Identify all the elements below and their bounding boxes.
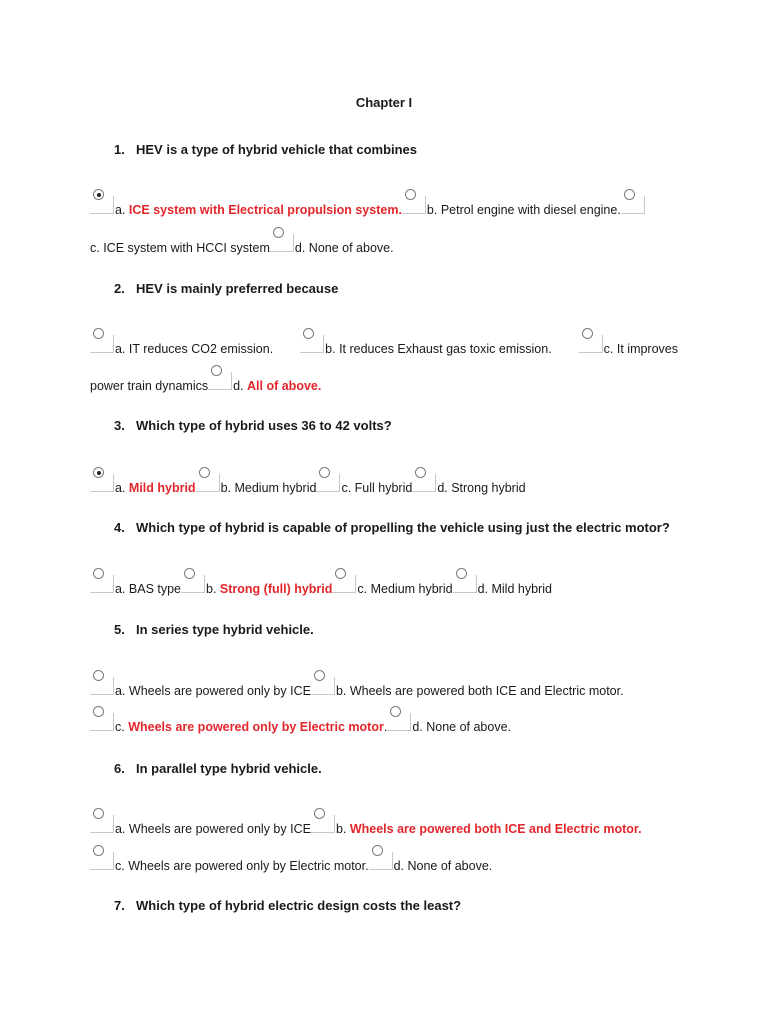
q4-radio-c[interactable] [332,575,356,593]
question-3 [114,418,392,433]
q2-radio-d[interactable] [208,372,232,390]
q6-radio-c[interactable] [90,852,114,870]
question-5 [114,622,314,637]
question-number: 1. [114,142,125,157]
q2-options-line-1 [90,335,678,356]
q2-answer-d: All of above. [247,379,322,393]
q1-radio-d[interactable] [270,234,294,252]
q6-radio-b[interactable] [311,815,335,833]
q3-radio-d[interactable] [412,474,436,492]
question-number: 7. [114,898,125,913]
q5-option-a: a. Wheels are powered only by ICE [115,684,311,698]
q1-option-d: d. None of above. [294,241,394,255]
q4-option-a: a. BAS type [115,582,182,596]
question-2 [114,281,338,296]
q1-option-b: b. Petrol engine with diesel engine. [426,203,621,217]
q4-options-line: a. BAS type b. Strong (full) hybrid c. Medium hybrid d. Mild hybrid [90,575,552,596]
q4-radio-b[interactable] [181,575,205,593]
q5-radio-d[interactable] [387,713,411,731]
q1-radio-b[interactable] [402,196,426,214]
q5-answer-c: Wheels are powered only by Electric motor [128,720,384,734]
q1-option-c: c. ICE system with HCCI system [90,241,270,255]
q5-radio-b[interactable] [311,677,335,695]
q2-radio-c[interactable] [579,335,603,353]
question-1 [114,142,417,157]
q3-radio-b[interactable] [196,474,220,492]
q2-option-c-cont: power train dynamics [90,379,209,393]
q2-option-b: b. It reduces Exhaust gas toxic emission. [325,342,552,356]
q5-options-line-1 [90,677,624,698]
q4-option-c: c. Medium hybrid [357,582,453,596]
q6-options-line-2 [90,852,492,873]
question-text: Which type of hybrid is capable of propelling the vehicle using just the electric motor? [136,520,670,535]
q3-option-c: c. Full hybrid [341,481,413,495]
q4-radio-a[interactable] [90,575,114,593]
q1-options-line-2 [90,234,394,255]
question-number: 2. [114,281,125,296]
q5-radio-a[interactable] [90,677,114,695]
question-text: HEV is a type of hybrid vehicle that combines [136,142,418,157]
question-number: 5. [114,622,125,637]
q2-radio-a[interactable] [90,335,114,353]
question-number: 3. [114,418,125,433]
q1-radio-c[interactable] [621,196,645,214]
question-text: HEV is mainly preferred because [136,281,339,296]
q3-option-d: d. Strong hybrid [437,481,526,495]
q3-radio-a[interactable] [90,474,114,492]
chapter-title: Chapter I [355,95,413,110]
question-text: Which type of hybrid electric design costs the least? [136,898,462,913]
q1-options-line-1: a. ICE system with Electrical propulsion system. b. Petrol engine with diesel engine. [90,196,646,217]
q3-answer-a: Mild hybrid [128,481,196,495]
q6-answer-b: Wheels are powered both ICE and Electric motor. [349,822,642,836]
question-text: In parallel type hybrid vehicle. [136,761,322,776]
question-7 [114,898,461,913]
q4-option-d: d. Mild hybrid [477,582,552,596]
q1-radio-a[interactable] [90,196,114,214]
question-text: Which type of hybrid uses 36 to 42 volts? [136,418,392,433]
q2-option-a: a. IT reduces CO2 emission. [115,342,274,356]
question-text: In series type hybrid vehicle. [136,622,314,637]
q6-options-line-1: a. Wheels are powered only by ICE b. Wheels are powered both ICE and Electric motor. [90,815,642,836]
q4-answer-b: Strong (full) hybrid [219,582,333,596]
q5-options-line-2: c. Wheels are powered only by Electric motor. d. None of above. [90,713,511,734]
q4-radio-d[interactable] [453,575,477,593]
q6-option-c: c. Wheels are powered only by Electric motor. [115,859,369,873]
q3-options-line: a. Mild hybrid b. Medium hybrid c. Full hybrid d. Strong hybrid [90,474,526,495]
q2-option-c: c. It improves [603,342,678,356]
question-number: 4. [114,520,125,535]
q6-radio-d[interactable] [369,852,393,870]
q6-radio-a[interactable] [90,815,114,833]
q3-radio-c[interactable] [316,474,340,492]
q6-option-d: d. None of above. [393,859,493,873]
q6-option-a: a. Wheels are powered only by ICE [115,822,311,836]
question-4 [114,520,670,535]
q2-options-line-2: power train dynamics d. All of above. [90,372,321,393]
question-number: 6. [114,761,125,776]
q5-option-b: b. Wheels are powered both ICE and Electric motor. [335,684,624,698]
q3-option-b: b. Medium hybrid [220,481,317,495]
q5-option-d: d. None of above. [412,720,512,734]
q1-answer-a: ICE system with Electrical propulsion system. [128,203,402,217]
q5-radio-c[interactable] [90,713,114,731]
q2-radio-b[interactable] [300,335,324,353]
question-6 [114,761,322,776]
